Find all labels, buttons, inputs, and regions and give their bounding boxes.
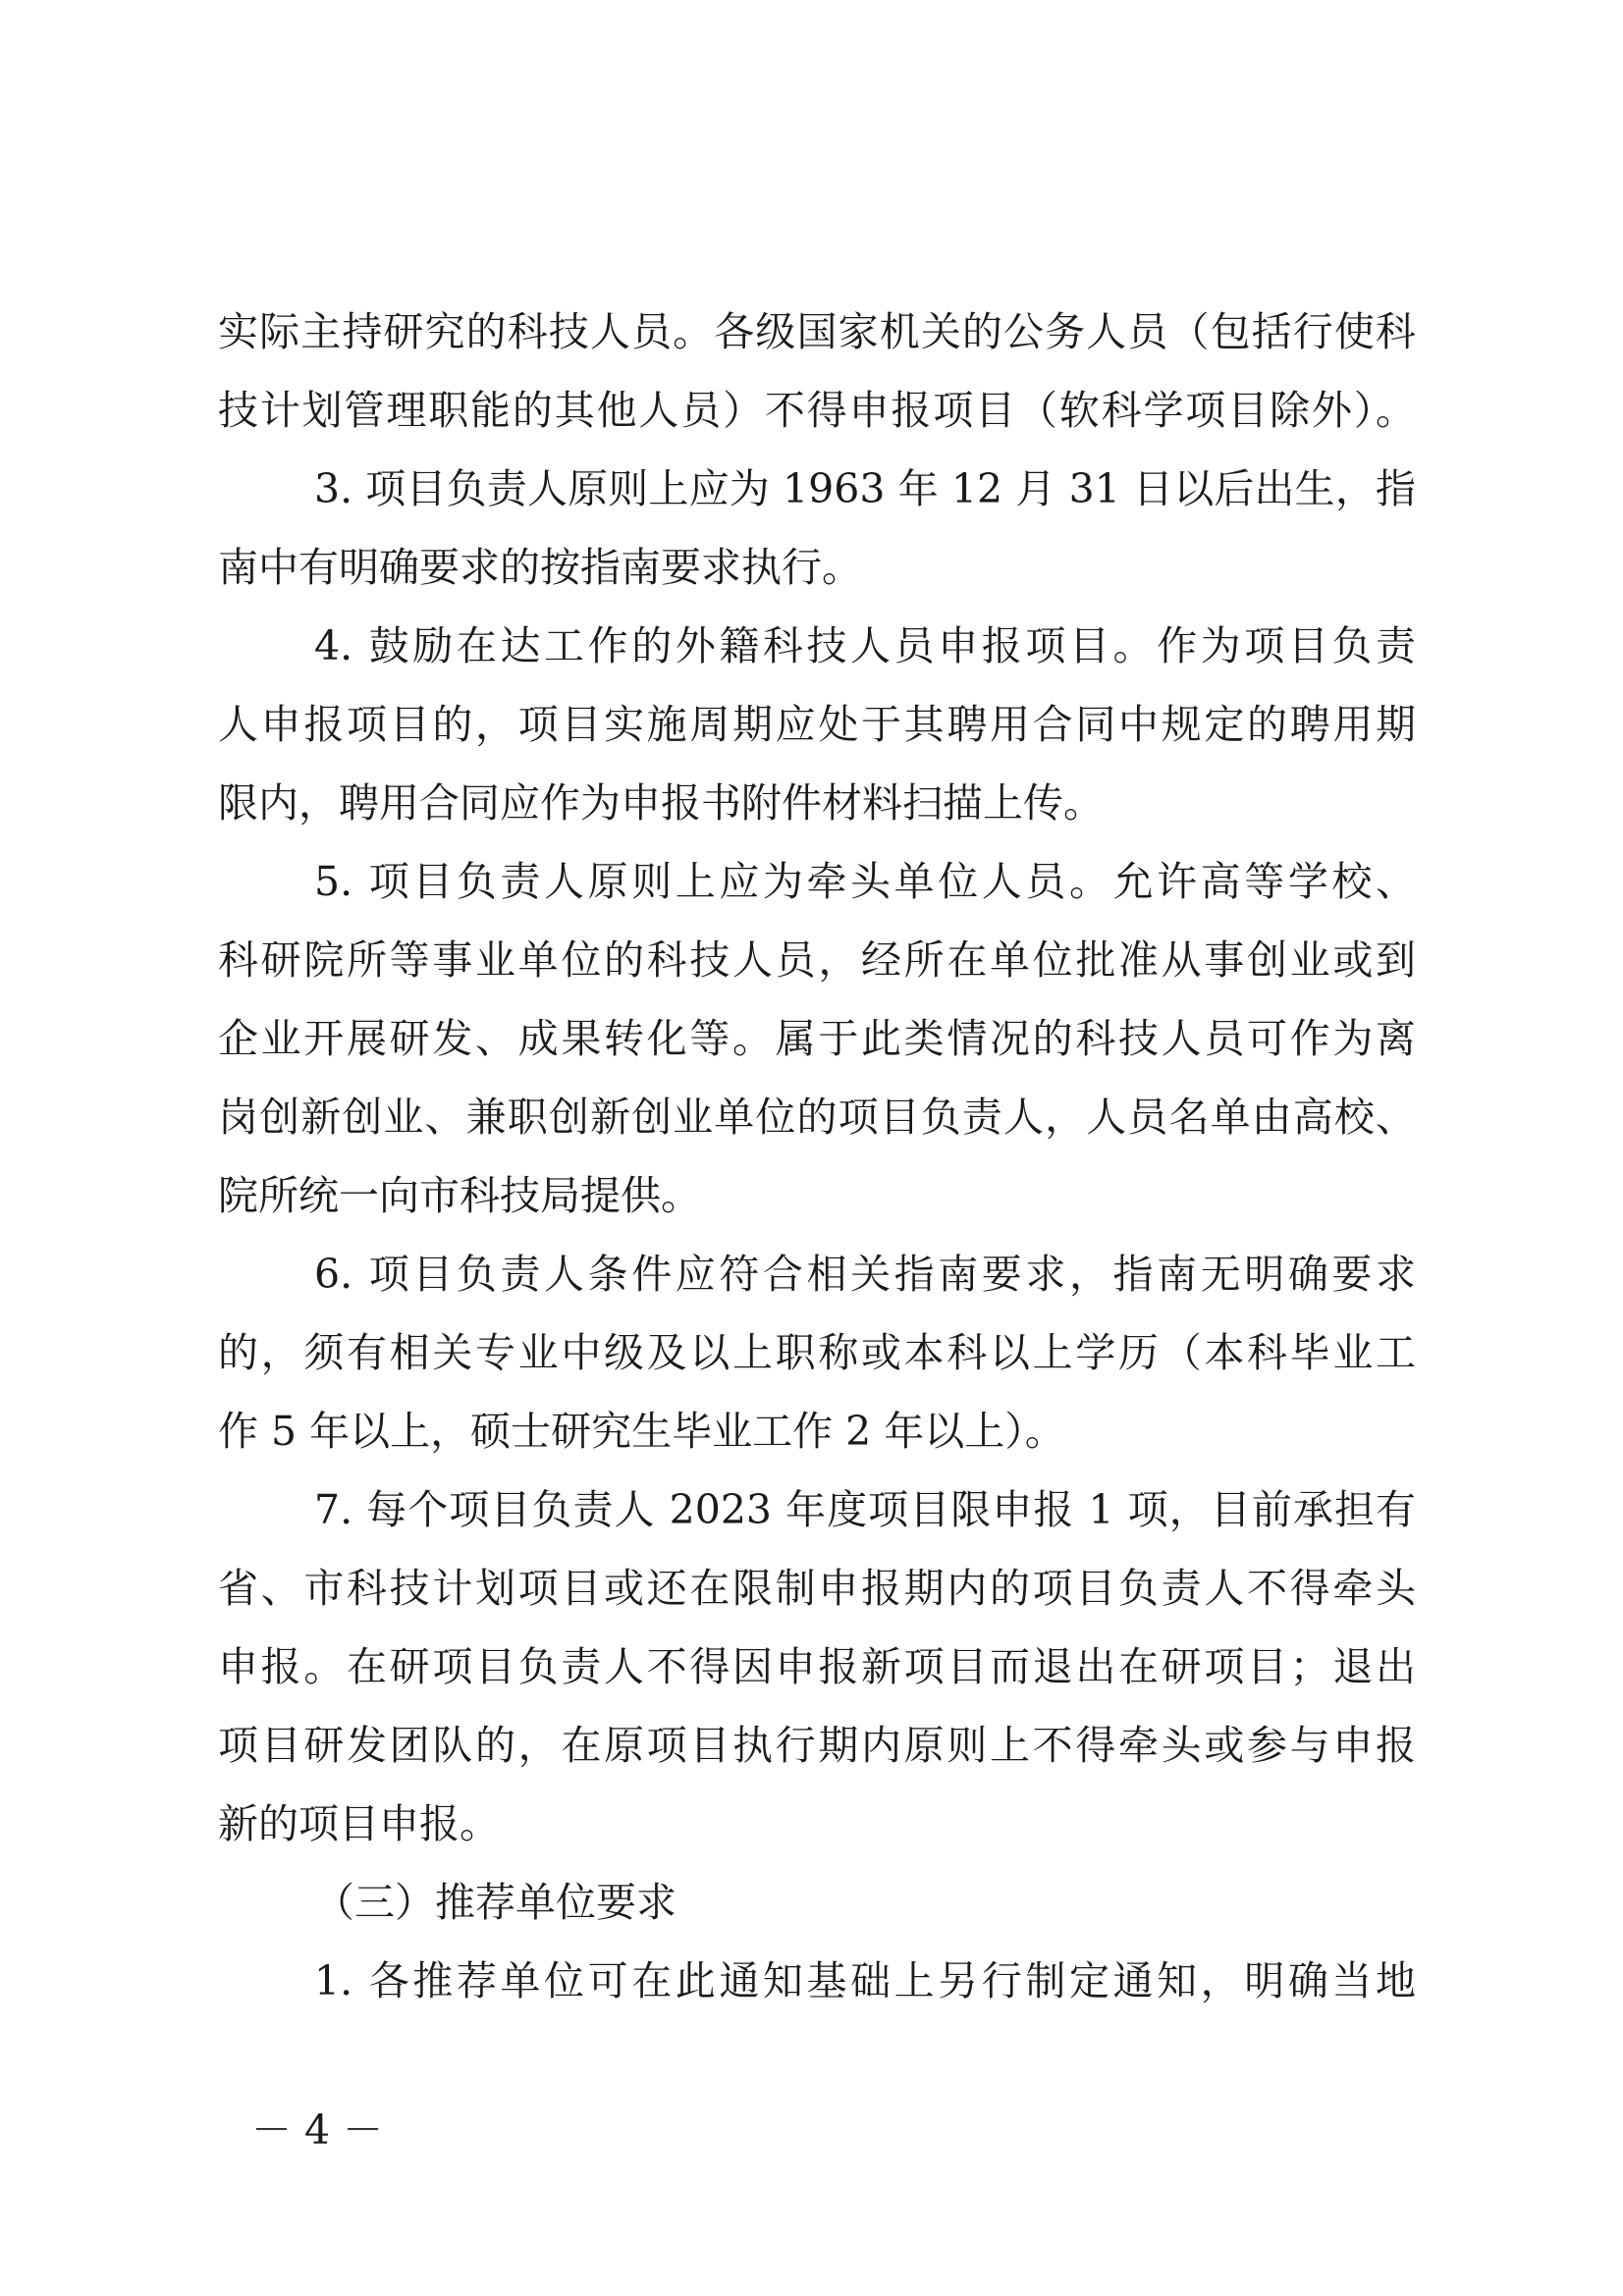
text-line-8: 5. 项目负责人原则上应为牵头单位人员。允许高等学校、: [314, 858, 1416, 905]
text-line-6: 人申报项目的，项目实施周期应处于其聘用合同中规定的聘用期: [218, 701, 1416, 748]
text-line-3: 3. 项目负责人原则上应为 1963 年 12 月 31 日以后出生，指: [314, 465, 1416, 512]
text-line-19: 项目研发团队的，在原项目执行期内原则上不得牵头或参与申报: [218, 1722, 1416, 1769]
text-line-5: 4. 鼓励在达工作的外籍科技人员申报项目。作为项目负责: [314, 622, 1416, 669]
body-text: [218, 293, 1416, 2020]
text-line-2: 技计划管理职能的其他人员）不得申报项目（软科学项目除外）。: [218, 387, 1416, 434]
text-line-14: 的，须有相关专业中级及以上职称或本科以上学历（本科毕业工: [218, 1329, 1416, 1376]
text-line-4: 南中有明确要求的按指南要求执行。: [218, 544, 862, 591]
page-number: － 4 －: [251, 2107, 384, 2154]
text-line-15: 作 5 年以上，硕士研究生毕业工作 2 年以上）。: [218, 1408, 1065, 1455]
text-line-10: 企业开展研发、成果转化等。属于此类情况的科技人员可作为离: [218, 1015, 1416, 1062]
text-line-18: 申报。在研项目负责人不得因申报新项目而退出在研项目；退出: [218, 1643, 1416, 1690]
text-line-13: 6. 项目负责人条件应符合相关指南要求，指南无明确要求: [314, 1251, 1416, 1298]
text-line-17: 省、市科技计划项目或还在限制申报期内的项目负责人不得牵头: [218, 1565, 1416, 1612]
text-line-20: 新的项目申报。: [218, 1800, 500, 1847]
section-heading: （三）推荐单位要求: [314, 1879, 676, 1926]
text-line-11: 岗创新创业、兼职创新创业单位的项目负责人，人员名单由高校、: [218, 1094, 1416, 1141]
text-line-7: 限内，聘用合同应作为申报书附件材料扫描上传。: [218, 779, 1104, 827]
text-line-16: 7. 每个项目负责人 2023 年度项目限申报 1 项，目前承担有: [314, 1486, 1416, 1533]
text-line-1: 实际主持研究的科技人员。各级国家机关的公务人员（包括行使科: [218, 308, 1416, 355]
text-line-12: 院所统一向市科技局提供。: [218, 1172, 701, 1219]
text-line-9: 科研院所等事业单位的科技人员，经所在单位批准从事创业或到: [218, 936, 1416, 984]
text-line-22: 1. 各推荐单位可在此通知基础上另行制定通知，明确当地: [314, 1957, 1416, 2004]
